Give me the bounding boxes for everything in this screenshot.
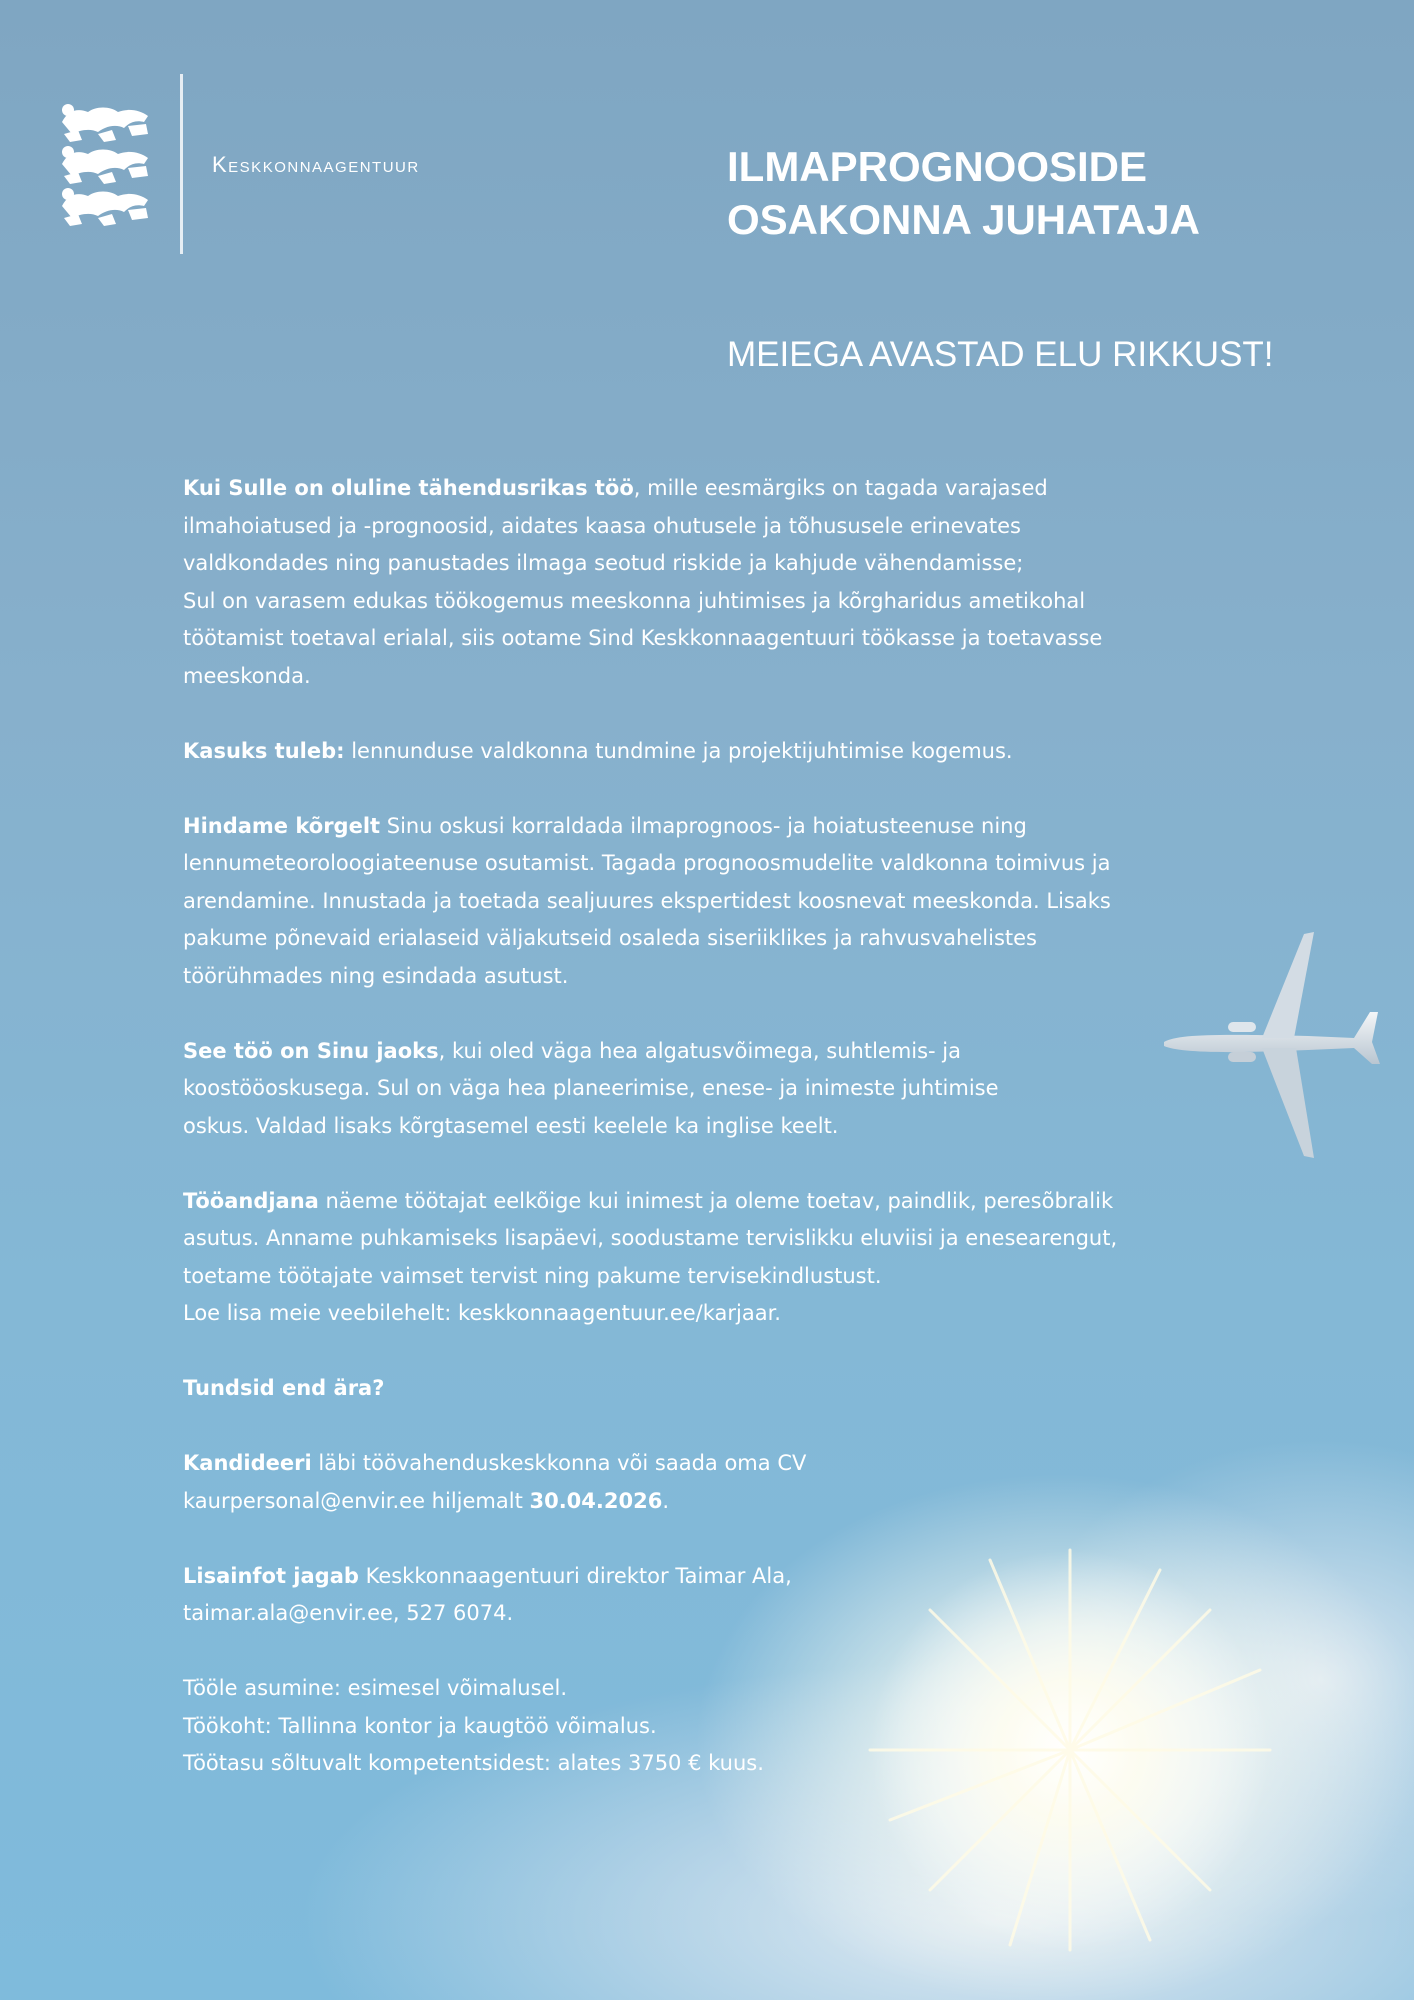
job-title [727, 140, 1347, 246]
three-lions-crest-icon [58, 100, 154, 226]
salary: Töötasu sõltuvalt kompetentsidest: alates 3750 € kuus. [183, 1751, 764, 1775]
terms-paragraph [183, 1670, 1303, 1783]
job-title-line-1: ILMAPROGNOOSIDE [727, 143, 1148, 190]
apply-paragraph: Kandideeri läbi töövahenduskeskkonna või saada oma CV kaurpersonal@envir.ee hiljemalt 30.04.2026. [183, 1451, 807, 1513]
advantage-paragraph: Kasuks tuleb: lennunduse valdkonna tundmine ja projektijuhtimise kogemus. [183, 738, 1013, 763]
employer-paragraph: Tööandjana näeme töötajat eelkõige kui inimest ja oleme toetav, paindlik, peresõbralik asutus. Anname puhkamiseks lisapäevi, soodustame tervislikku eluviisi ja enesearengut, toetame töötajate vaimset tervist ning pakume tervisekindlustust. Loe lisa meie veebilehelt: keskkonnaagentuur.ee/karjaar. [183, 1183, 1303, 1333]
intro-paragraph: Kui Sulle on oluline tähendusrikas töö, mille eesmärgiks on tagada varajased ilmahoiatused ja -prognoosid, aidates kaasa ohutusele ja tõhususele erinevates valdkondades ning panustades ilmaga seotud riskide ja kahjude vähendamisse; Sul on varasem edukas töökogemus meeskonna juhtimises ja kõrgharidus ametikohal töötamist toetaval erialal, siis ootame Sind Keskkonnaagentuuri töökasse ja toetavasse meeskonda. [183, 476, 1103, 688]
employer-lead: Tööandjana [183, 1188, 319, 1213]
start-date: Tööle asumine: esimesel võimalusel. [183, 1676, 567, 1700]
contact-details: taimar.ala@envir.ee, 527 6074. [183, 1601, 514, 1625]
careers-link-line: Loe lisa meie veebilehelt: keskkonnaagentuur.ee/karjaar. [183, 1301, 781, 1325]
job-description [183, 470, 1303, 1820]
job-title-line-2: OSAKONNA JUHATAJA [727, 196, 1200, 243]
values-lead: Hindame kõrgelt [183, 813, 381, 838]
intro-lead: Kui Sulle on oluline tähendusrikas töö [183, 476, 634, 500]
contact-lead: Lisainfot jagab [183, 1563, 359, 1588]
contact-paragraph: Lisainfot jagab Keskkonnaagentuuri direktor Taimar Ala, taimar.ala@envir.ee, 527 6074. [183, 1558, 1303, 1633]
slogan: MEIEGA AVASTAD ELU RIKKUST! [727, 335, 1274, 374]
values-paragraph: Hindame kõrgelt Sinu oskusi korraldada ilmaprognoos- ja hoiatusteenuse ning lennumeteoroloogiateenuse osutamist. Tagada prognoosmudelite valdkonna toimivus ja arendamine. Innustada ja toetada sealjuures ekspertidest koosnevat meeskonda. Lisaks pakume põnevaid erialaseid väljakutseid osaleda siseriiklikes ja rahvusvahelistes töörühmades ning esindada asutust. [183, 813, 1111, 988]
fit-paragraph: See töö on Sinu jaoks, kui oled väga hea algatusvõimega, suhtlemis- ja koostööoskusega. Sul on väga hea planeerimise, enese- ja inimeste juhtimise oskus. Valdad lisaks kõrgtasemel eesti keelele ka inglise keelt. [183, 1038, 999, 1138]
work-location: Töökoht: Tallinna kontor ja kaugtöö võimalus. [183, 1713, 657, 1738]
question-heading: Tundsid end ära? [183, 1376, 385, 1400]
header-divider [180, 74, 183, 254]
org-name: Keskkonnaagentuur [212, 152, 420, 177]
question-paragraph [183, 1370, 1303, 1408]
fit-lead: See töö on Sinu jaoks [183, 1038, 439, 1063]
apply-email-line: kaurpersonal@envir.ee hiljemalt [183, 1488, 530, 1513]
apply-deadline: 30.04.2026 [529, 1488, 663, 1513]
apply-lead: Kandideeri [183, 1451, 312, 1475]
advantage-lead: Kasuks tuleb: [183, 738, 345, 763]
